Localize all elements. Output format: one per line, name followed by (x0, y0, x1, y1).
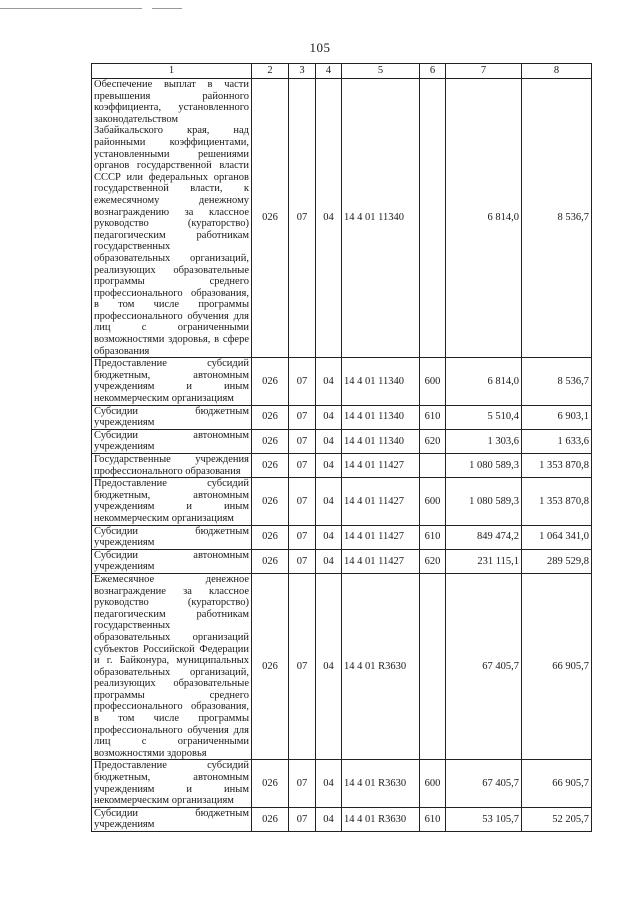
cell-section: 07 (289, 79, 316, 358)
cell-amount-1: 1 080 589,3 (446, 478, 522, 525)
cell-ministry: 026 (252, 549, 289, 573)
cell-amount-1: 53 105,7 (446, 807, 522, 831)
cell-amount-2: 8 536,7 (522, 358, 592, 405)
cell-amount-2: 66 905,7 (522, 573, 592, 760)
cell-expense-type: 620 (420, 429, 446, 453)
cell-amount-2: 1 353 870,8 (522, 454, 592, 478)
cell-amount-1: 67 405,7 (446, 760, 522, 807)
column-number-row (92, 64, 592, 79)
cell-subsection: 04 (316, 760, 342, 807)
cell-subsection: 04 (316, 405, 342, 429)
column-header: 3 (289, 64, 316, 79)
cell-section: 07 (289, 573, 316, 760)
cell-amount-1: 67 405,7 (446, 573, 522, 760)
table-row (92, 405, 592, 429)
column-header: 1 (92, 64, 252, 79)
cell-amount-2: 66 905,7 (522, 760, 592, 807)
row-name: Предоставление субсидий бюджетным, автономным учреждениям и иным некоммерческим организациям (92, 760, 252, 807)
row-name: Субсидии автономным учреждениям (92, 549, 252, 573)
row-name: Субсидии бюджетным учреждениям (92, 405, 252, 429)
cell-amount-1: 849 474,2 (446, 525, 522, 549)
cell-subsection: 04 (316, 525, 342, 549)
cell-expense-type: 610 (420, 807, 446, 831)
table-row (92, 478, 592, 525)
cell-section: 07 (289, 405, 316, 429)
cell-target-code: 14 4 01 11427 (342, 454, 420, 478)
cell-ministry: 026 (252, 760, 289, 807)
table-row (92, 807, 592, 831)
budget-table (91, 63, 592, 832)
table-row (92, 429, 592, 453)
cell-expense-type: 610 (420, 525, 446, 549)
cell-ministry: 026 (252, 405, 289, 429)
cell-target-code: 14 4 01 11340 (342, 358, 420, 405)
cell-expense-type: 620 (420, 549, 446, 573)
cell-amount-2: 6 903,1 (522, 405, 592, 429)
page-number: 105 (309, 40, 331, 55)
cell-amount-2: 8 536,7 (522, 79, 592, 358)
cell-amount-2: 289 529,8 (522, 549, 592, 573)
column-header: 8 (522, 64, 592, 79)
cell-amount-1: 6 814,0 (446, 358, 522, 405)
cell-target-code: 14 4 01 R3630 (342, 760, 420, 807)
column-header: 6 (420, 64, 446, 79)
cell-amount-1: 1 080 589,3 (446, 454, 522, 478)
cell-amount-1: 231 115,1 (446, 549, 522, 573)
cell-amount-2: 1 353 870,8 (522, 478, 592, 525)
cell-ministry: 026 (252, 79, 289, 358)
cell-ministry: 026 (252, 429, 289, 453)
column-header: 5 (342, 64, 420, 79)
cell-amount-2: 1 064 341,0 (522, 525, 592, 549)
cell-section: 07 (289, 549, 316, 573)
cell-section: 07 (289, 358, 316, 405)
cell-subsection: 04 (316, 478, 342, 525)
cell-ministry: 026 (252, 478, 289, 525)
cell-expense-type: 600 (420, 358, 446, 405)
column-header: 2 (252, 64, 289, 79)
cell-expense-type: 600 (420, 478, 446, 525)
cell-section: 07 (289, 525, 316, 549)
cell-target-code: 14 4 01 11427 (342, 549, 420, 573)
table-row (92, 549, 592, 573)
cell-amount-1: 1 303,6 (446, 429, 522, 453)
table-row (92, 454, 592, 478)
column-header: 7 (446, 64, 522, 79)
scan-artifact-line (152, 8, 182, 9)
cell-expense-type: 600 (420, 760, 446, 807)
cell-ministry: 026 (252, 454, 289, 478)
cell-subsection: 04 (316, 807, 342, 831)
table-row (92, 573, 592, 760)
column-header: 4 (316, 64, 342, 79)
table-row (92, 358, 592, 405)
table-row (92, 760, 592, 807)
cell-section: 07 (289, 760, 316, 807)
cell-amount-1: 6 814,0 (446, 79, 522, 358)
row-name: Ежемесячное денежное вознаграждение за классное руководство (кураторство) педагогическим работникам государственных образовательных организаций субъектов Российской Федерации и г. Байконура, муниципальных образовательных организаций, реализующих образовательные программы среднего профессионального образования, в том числе программы профессионального обучения для лиц с ограниченными возможностями здоровья (92, 573, 252, 760)
row-name: Предоставление субсидий бюджетным, автономным учреждениям и иным некоммерческим организациям (92, 478, 252, 525)
cell-section: 07 (289, 429, 316, 453)
cell-subsection: 04 (316, 358, 342, 405)
cell-subsection: 04 (316, 79, 342, 358)
row-name: Государственные учреждения профессионального образования (92, 454, 252, 478)
cell-subsection: 04 (316, 573, 342, 760)
cell-subsection: 04 (316, 549, 342, 573)
cell-target-code: 14 4 01 11340 (342, 79, 420, 358)
row-name: Субсидии автономным учреждениям (92, 429, 252, 453)
cell-subsection: 04 (316, 429, 342, 453)
cell-section: 07 (289, 807, 316, 831)
cell-amount-2: 52 205,7 (522, 807, 592, 831)
cell-target-code: 14 4 01 11427 (342, 478, 420, 525)
cell-target-code: 14 4 01 11427 (342, 525, 420, 549)
table-row (92, 525, 592, 549)
cell-amount-1: 5 510,4 (446, 405, 522, 429)
cell-section: 07 (289, 454, 316, 478)
cell-target-code: 14 4 01 11340 (342, 405, 420, 429)
cell-target-code: 14 4 01 R3630 (342, 573, 420, 760)
cell-expense-type (420, 573, 446, 760)
cell-expense-type (420, 79, 446, 358)
cell-amount-2: 1 633,6 (522, 429, 592, 453)
cell-ministry: 026 (252, 807, 289, 831)
cell-ministry: 026 (252, 358, 289, 405)
scan-artifact-line (0, 8, 142, 9)
row-name: Субсидии бюджетным учреждениям (92, 525, 252, 549)
cell-section: 07 (289, 478, 316, 525)
cell-expense-type: 610 (420, 405, 446, 429)
row-name: Предоставление субсидий бюджетным, автономным учреждениям и иным некоммерческим организациям (92, 358, 252, 405)
cell-ministry: 026 (252, 573, 289, 760)
cell-expense-type (420, 454, 446, 478)
row-name: Обеспечение выплат в части превышения районного коэффициента, установленного законодательством Забайкальского края, над районными коэффициентами, установленными решениями органов государственной власти СССР или федеральных органов государственной власти, к ежемесячному денежному вознаграждению за классное руководство (кураторство) педагогическим работникам государственных образовательных организаций, реализующих образовательные программы среднего профессионального образования, в том числе программы профессионального обучения для лиц с ограниченными возможностями здоровья, в сфере образования (92, 79, 252, 358)
row-name: Субсидии бюджетным учреждениям (92, 807, 252, 831)
cell-subsection: 04 (316, 454, 342, 478)
table-row (92, 79, 592, 358)
cell-ministry: 026 (252, 525, 289, 549)
cell-target-code: 14 4 01 R3630 (342, 807, 420, 831)
cell-target-code: 14 4 01 11340 (342, 429, 420, 453)
